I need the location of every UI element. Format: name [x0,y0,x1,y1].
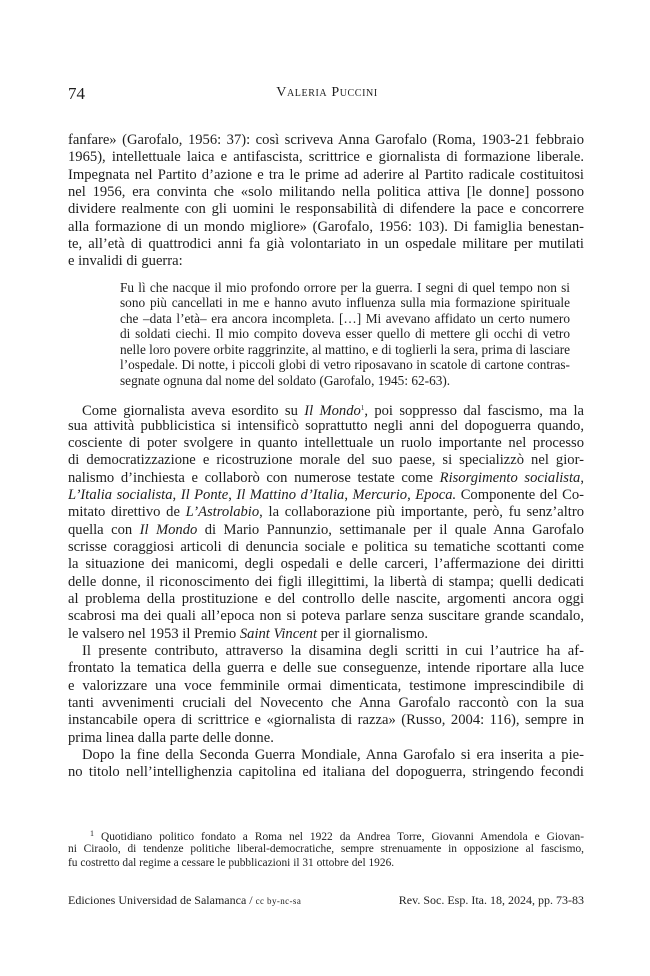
journal-title: L’Italia socialista [68,486,173,503]
quote-line: Fu lì che nacque il mio profondo orrore per la guerra. I segni di quel tempo non si [120,279,570,295]
footnote-reference[interactable]: 1 [360,404,365,413]
quote-line: sono più cancellati in me e hanno avuto influenza sulla mia formazione spirituale [120,295,570,311]
text-line [68,487,584,504]
journal-title: Mercurio [352,486,408,503]
quote-line: nelle loro povere orbite raggrinzite, al mattino, e di toglierli la sera, prima di lasciare [120,341,570,357]
paragraph [68,643,584,747]
page-number: 74 [68,84,85,103]
text-run: , [228,486,237,503]
text-line [68,504,584,521]
text-run: le valsero nel 1953 il Premio [68,625,240,642]
journal-title: L’Astrolabio [185,504,260,521]
text-line: la situazione dei manicomi, degli ospedali e delle carceri, l’affermazione dei diritti [68,556,584,573]
text-run: mitato direttivo de [68,504,186,521]
text-line: e invalidi di guerra: [68,253,183,270]
text-line: alla formazione di un mondo migliore» (Garofalo, 1956: 103). Di famiglia benestan- [68,218,584,235]
text-line: di democratizzazione e ricostruzione morale del suo paese, si specializzò nel gior- [68,452,584,469]
text-line: sua attività pubblicistica si intensificò soprattutto negli anni del dopoguerra quando, [68,417,584,434]
footnote-mark: 1 [90,829,94,838]
text-line [68,400,584,417]
text-run: , poi soppresso dal fascismo, ma la [364,403,584,418]
text-run: Come giornalista aveva esordito su [82,403,305,418]
text-line: al problema della prostituzione e del controllo delle nascite, argomenti ancora oggi [68,591,584,608]
text-line: scabrosi ma dei quali all’epoca non si poteva parlare senza suscitare grande scandalo, [68,608,584,625]
publisher-credit [68,893,301,908]
page-header [68,84,586,106]
paragraph [68,747,584,782]
text-line: no titolo nell’intellighenzia capitolina ed italiana del dopoguerra, stringendo fecondi [68,764,584,781]
text-line: dividere realmente con gli uomini le responsabilità di difendere la pace e concorrere [68,201,584,218]
text-line: Il presente contributo, attraverso la disamina degli scritti in cui l’autrice ha af- [82,643,584,660]
quote-line: segnate ognuna dal nome del soldato (Garofalo, 1945: 62-63). [120,372,451,388]
text-run: di Mario Pannunzio, settimanale per il quale Anna Garofalo [197,521,584,538]
text-line: fanfare» (Garofalo, 1956: 37): così scriveva Anna Garofalo (Roma, 1903-21 febbraio [68,132,584,148]
quote-line: di soldati ciechi. Il mio compito doveva esser quello di mettere gli occhi di vetro [120,326,570,342]
text-run: nalismo d’inchiesta e collaborò con numerose testate come [68,469,440,486]
paragraph [68,132,584,271]
text-line: scrisse coraggiosi articoli di denuncia sociale e politica su tematiche scottanti come [68,539,584,555]
text-line: cosciente di poter svolgere in quanto intellettuale un ruolo importante nel processo [68,434,584,451]
text-line: te, all’età di quattrodici anni fa già volontariato in un ospedale militare per mutilati [68,236,584,253]
journal-title: Il Mondo [304,403,361,418]
license-label: cc by-nc-sa [255,896,302,906]
text-line: prima linea dalla parte delle donne. [68,729,274,746]
journal-title: Il Mattino d’Italia [236,486,345,503]
text-line: instancabile opera di scrittrice e «giornalista di razza» (Russo, 2004: 116), sempre in [68,712,584,729]
text-line: Dopo la fine della Seconda Guerra Mondiale, Anna Garofalo si era inserita a pie- [82,747,584,764]
text-line [68,626,584,643]
text-line: frontato la tematica della guerra e delle sue conseguenze, intende riportare alla luce [68,660,584,677]
text-line: 1965), intellettuale laica e antifascista, scrittrice e giornalista di formazione liberale. [68,149,584,166]
text-run: Componente del Co- [456,486,584,503]
publisher-name: Ediciones Universidad de Salamanca / [68,893,256,907]
journal-citation: Rev. Soc. Esp. Ita. 18, 2024, pp. 73-83 [398,893,584,907]
text-line [68,470,584,487]
text-run: , [407,486,416,503]
text-line: e valorizzare una voce femminile ormai dimenticata, testimone imprescindibile di [68,677,584,694]
text-line: tanti avvenimenti cruciali del Novecento che Anna Garofalo raccontò con la sua [68,695,584,712]
footnote-line: ni Ciraolo, di tendenze politiche liberal-democratiche, sempre strenuamente in opposizione al fascismo, [68,842,584,855]
quote-line: che –data l’età– era ancora incompleta. […] Mi avevano affidato un certo numero [120,310,570,326]
text-line [68,522,584,539]
text-run: , [580,469,584,486]
running-head-author: Valeria Puccini [276,85,378,100]
text-line: nel 1956, era convinta che «solo militando nella politica attiva [le donne] possono [68,184,584,201]
text-run: , la collaborazione più importante, però, fu senz’altro [259,504,584,521]
text-run: , [172,486,181,503]
text-line: delle donne, il riconoscimento dei figli illegittimi, la libertà di stampa; quelli dedicati [68,573,584,590]
footnote [68,827,584,871]
journal-title: Il Ponte [180,486,229,503]
paragraph [68,400,584,643]
text-line: Impegnata nel Partito d’azione e tra le prime ad aderire al Partito radicale costituitosi [68,166,584,183]
text-run: , [344,486,353,503]
page-footer [68,893,584,909]
footnote-line: fu costretto dal regime a cessare le pubblicazioni il 31 ottobre del 1926. [68,857,395,870]
text-run: per il giornalismo. [317,625,429,642]
text-run: quella con [68,521,140,538]
block-quote [120,280,570,389]
journal-title: Il Mondo [139,521,198,538]
quote-line: l’ospedale. Di notte, i piccoli globi di vetro riposavano in scatole di cartone contras- [120,357,570,373]
journal-title: Epoca. [415,486,457,503]
article-body [68,132,584,782]
award-name: Saint Vincent [239,625,317,642]
footnote-text: Quotidiano politico fondato a Roma nel 1922 da Andrea Torre, Giovanni Amendola e Giovan- [101,831,584,842]
footnote-line [68,827,584,842]
journal-title: Risorgimento socialista [439,469,581,486]
